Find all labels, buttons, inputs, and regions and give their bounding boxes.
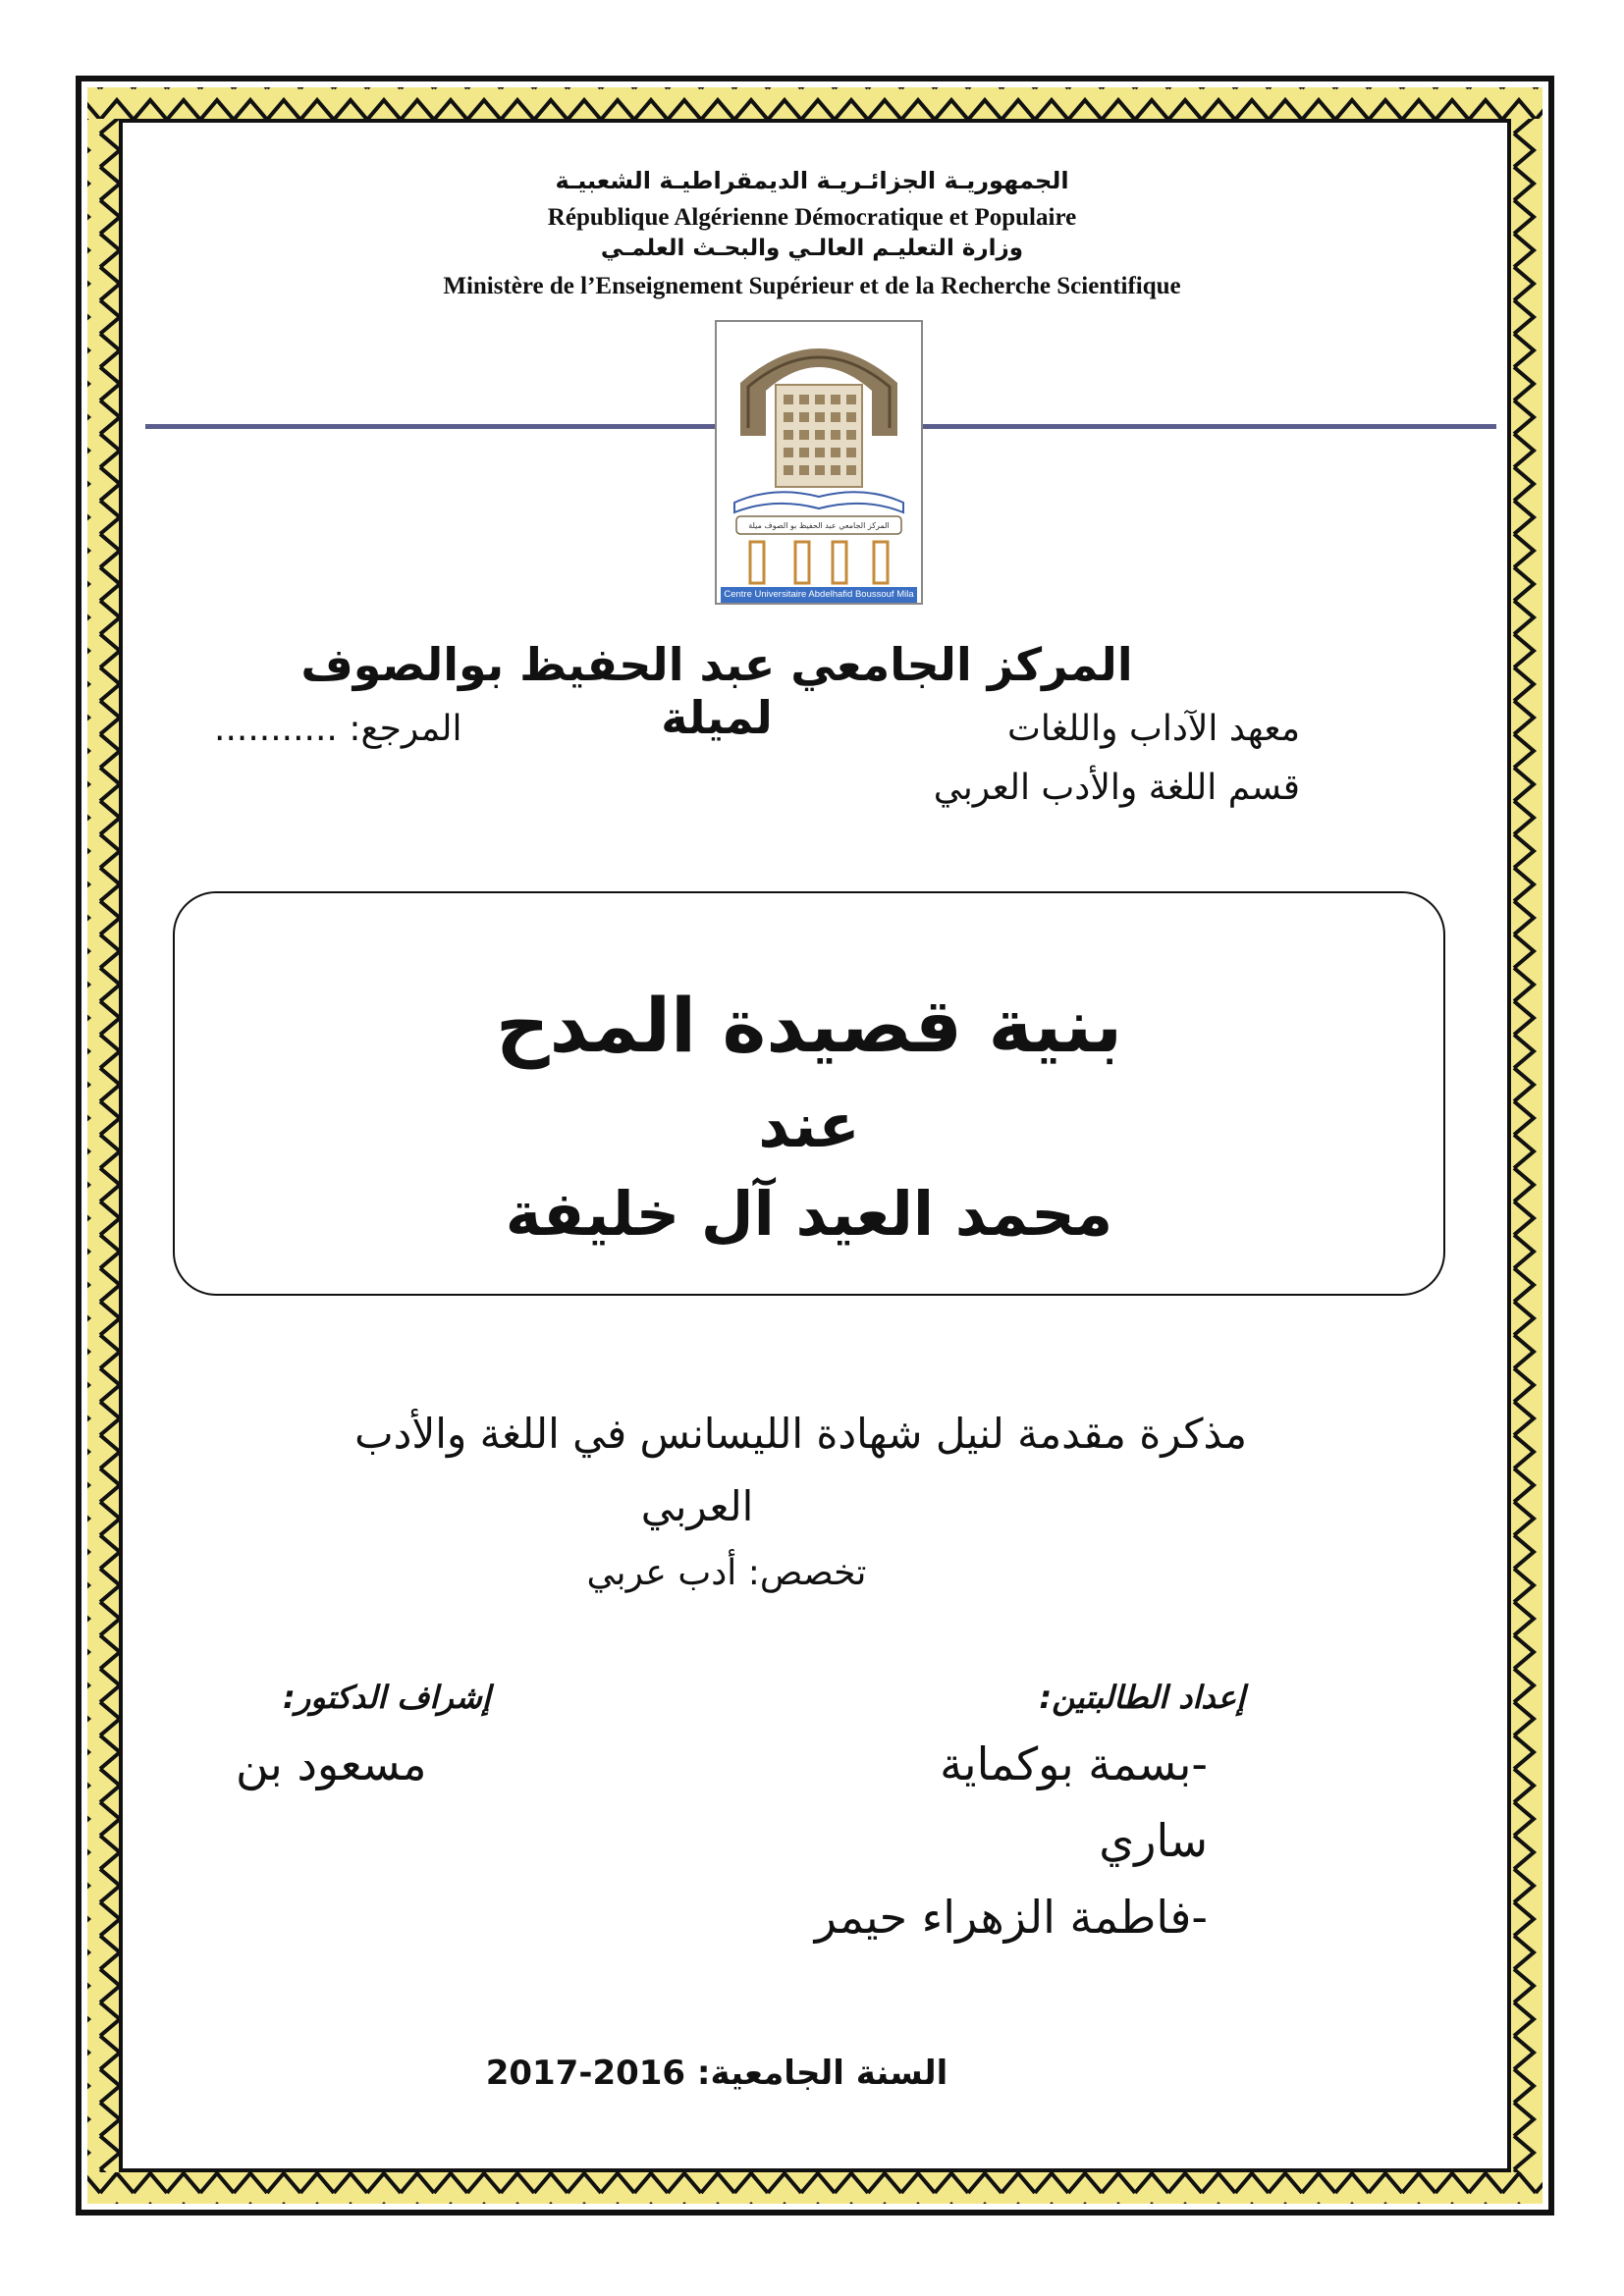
reference-field: المرجع: ........... <box>214 709 462 749</box>
header-rule-right <box>923 424 1496 429</box>
memo-description-line-2: العربي <box>640 1482 754 1530</box>
department-name: قسم اللغة والأدب العربي <box>933 768 1300 808</box>
ministry-french: Ministère de l’Enseignement Supérieur et de la Recherche Scientifique <box>443 273 1181 299</box>
republic-arabic: الجمهوريـة الجزائـريـة الديمقراطيـة الشعبيـة <box>555 167 1069 194</box>
supervisor-label: إشراف الدكتور: <box>283 1679 491 1716</box>
thesis-title-line-3: محمد العيد آل خليفة <box>505 1178 1113 1250</box>
supervisor-name: مسعود بن <box>236 1737 427 1790</box>
thesis-title-line-1: بنية قصيدة المدح <box>495 982 1123 1069</box>
student-1-name-continued: ساري <box>1099 1814 1208 1867</box>
students-label: إعداد الطالبتين: <box>1039 1679 1245 1716</box>
header-rule-left <box>145 424 715 429</box>
academic-year: السنة الجامعية: 2016-2017 <box>485 2054 948 2093</box>
logo-caption: Centre Universitaire Abdelhafid Boussouf Mila <box>724 589 914 600</box>
university-logo <box>715 320 923 605</box>
specialty: تخصص: أدب عربي <box>586 1553 867 1593</box>
memo-description-line-1: مذكرة مقدمة لنيل شهادة الليسانس في اللغة والأدب <box>354 1410 1247 1458</box>
ministry-arabic: وزارة التعليـم العالـي والبحـث العلمـي <box>600 236 1024 261</box>
logo-banner-text: المركز الجامعي عبد الحفيظ بو الصوف ميلة <box>748 521 890 530</box>
student-2-name: -فاطمة الزهراء حيمر <box>814 1891 1208 1944</box>
center-name: المركز الجامعي عبد الحفيظ بوالصوف لميلة <box>300 638 1133 744</box>
thesis-title-line-2: عند <box>758 1090 860 1161</box>
institute-name: معهد الآداب واللغات <box>1007 709 1300 749</box>
republic-french: République Algérienne Démocratique et Populaire <box>547 204 1077 231</box>
student-1-name: -بسمة بوكماية <box>940 1737 1208 1790</box>
